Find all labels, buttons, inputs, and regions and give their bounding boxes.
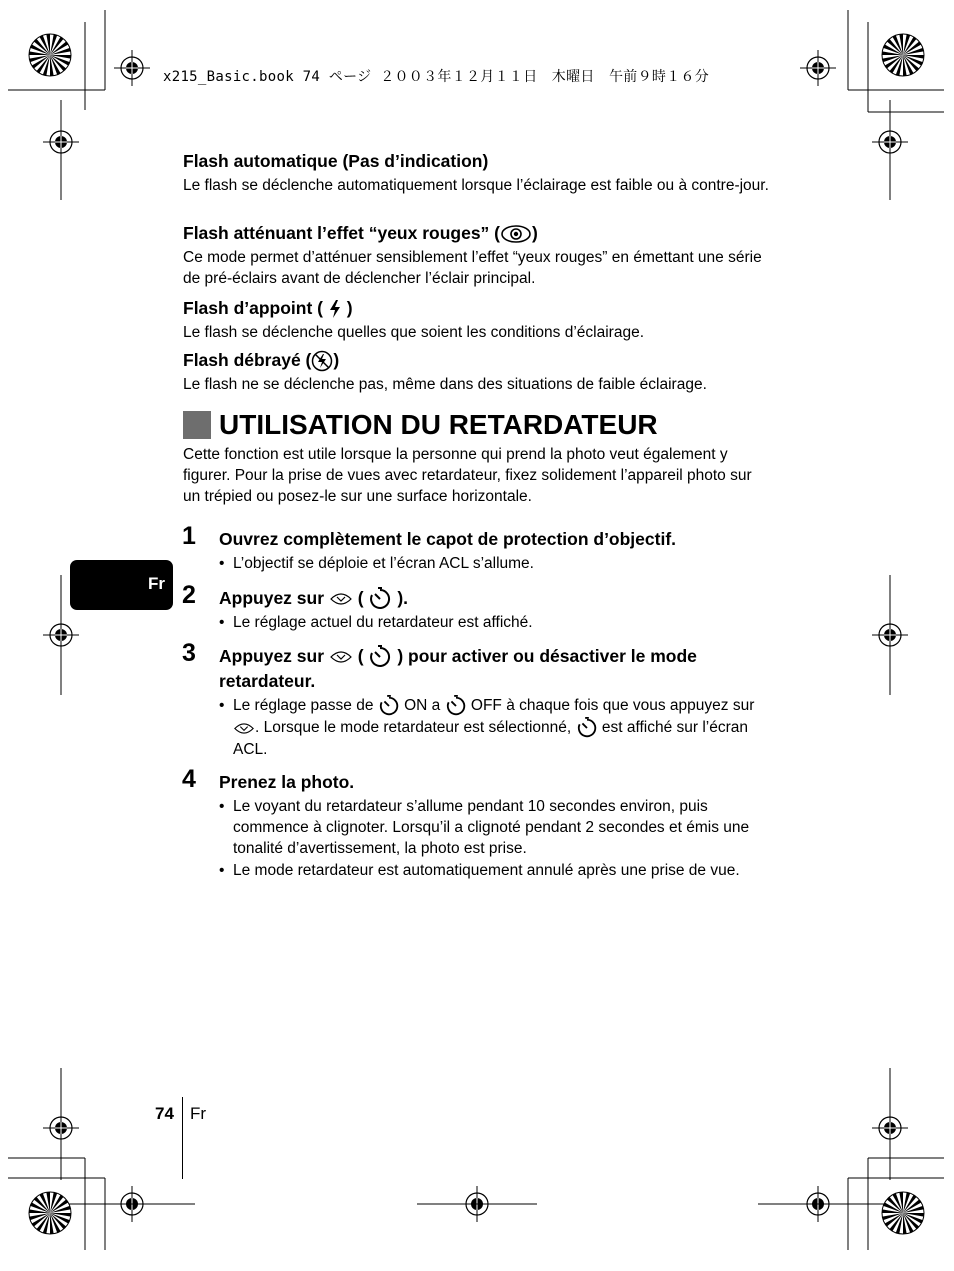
step-title-text: Appuyez sur: [219, 588, 325, 608]
step-title-text: Appuyez sur: [219, 646, 325, 666]
bullet-text: Le réglage passe de: [233, 697, 374, 715]
section-title-red-eye-text: Flash atténuant l’effet “yeux rouges” (: [183, 223, 500, 243]
self-timer-icon: [378, 695, 400, 717]
section-title-flash-off: [183, 350, 339, 372]
section-title-flash-off-close: ): [333, 350, 340, 370]
step-bullet: • L’objectif se déploie et l’écran ACL s’allume.: [219, 553, 774, 574]
language-tab: [70, 560, 173, 610]
section-title-flash-off-text: Flash débrayé (: [183, 350, 312, 370]
step-title-paren: (: [357, 588, 364, 608]
section-title-auto-flash: Flash automatique (Pas d’indication): [183, 151, 489, 171]
section-title-red-eye-close: ): [532, 223, 538, 243]
footer-divider: [182, 1097, 183, 1179]
star-target: [882, 1192, 924, 1234]
section-body-flash-off: Le flash ne se déclenche pas, même dans des situations de faible éclairage.: [183, 376, 707, 393]
section-title-fill-flash-close: ): [346, 298, 353, 318]
star-target: [882, 34, 924, 76]
step-title-paren: (: [357, 646, 364, 666]
step-number: 3: [182, 639, 196, 667]
step-number: 2: [182, 581, 196, 609]
down-arrow-button-icon: [233, 722, 255, 735]
language-tab-label: Fr: [148, 574, 165, 593]
chapter-title: UTILISATION DU RETARDATEUR: [219, 409, 658, 440]
section-title-fill-flash-text: Flash d’appoint (: [183, 298, 323, 318]
flash-off-icon: [311, 350, 333, 372]
flash-icon: [328, 299, 342, 319]
step-bullet: • Le réglage actuel du retardateur est affiché.: [219, 612, 774, 633]
section-body-fill-flash: Le flash se déclenche quelles que soient les conditions d’éclairage.: [183, 324, 644, 341]
step-number: 4: [182, 765, 196, 793]
self-timer-icon: [368, 645, 392, 669]
step-title-close: ).: [397, 588, 409, 608]
bullet-text: est affiché sur l’écran ACL.: [233, 719, 749, 758]
section-title-fill-flash: [183, 298, 353, 319]
section-body-red-eye: Ce mode permet d’atténuer sensiblement l’effet “yeux rouges” en émettant une série de pré-éclairs avant de déclencher l’éclair principal.: [183, 249, 762, 287]
chapter-intro: Cette fonction est utile lorsque la personne qui prend la photo veut également y figurer. Pour la prise de vues avec retardateur, fixez solidement l’appareil photo sur un trépied ou posez-le sur une surface horizontale.: [183, 446, 752, 505]
step-number: 1: [182, 522, 196, 550]
step-bullet: • Le mode retardateur est automatiquement annulé après une prise de vue.: [219, 860, 774, 881]
star-target: [29, 1192, 71, 1234]
section-title-red-eye: [183, 223, 538, 244]
step-title: Ouvrez complètement le capot de protection d’objectif.: [219, 529, 677, 549]
step-bullet: • Le voyant du retardateur s’allume pendant 10 secondes environ, puis commence à clignoter. Lorsqu’il a clignoté pendant 2 secondes et émis une tonalité d’avertissement, la photo est prise.: [219, 796, 774, 859]
footer-language: Fr: [190, 1104, 207, 1123]
bullet-text: OFF à chaque fois que vous appuyez sur: [470, 697, 755, 715]
down-arrow-button-icon: [329, 650, 353, 664]
bullet-text: . Lorsque le mode retardateur est sélectionné,: [255, 719, 572, 737]
step-title: [219, 586, 779, 611]
step-bullet: [219, 695, 774, 760]
step-title-rest: ) pour activer ou désactiver le mode retardateur.: [219, 646, 697, 692]
red-eye-icon: [500, 224, 532, 244]
self-timer-icon: [445, 695, 467, 717]
chapter-heading: [183, 409, 658, 441]
step-title: Prenez la photo.: [219, 772, 355, 792]
page-number: 74: [155, 1104, 174, 1123]
down-arrow-button-icon: [329, 592, 353, 606]
section-body-auto-flash: Le flash se déclenche automatiquement lorsque l’éclairage est faible ou à contre-jour.: [183, 177, 769, 194]
bullet-text: ON a: [404, 697, 441, 715]
star-target: [29, 34, 71, 76]
self-timer-icon: [368, 587, 392, 611]
chapter-marker: [183, 411, 211, 439]
step-title: [219, 644, 779, 694]
self-timer-icon: [576, 717, 598, 739]
print-slug: x215_Basic.book 74 ページ ２００３年１２月１１日 木曜日 午前９時１６分: [163, 69, 710, 85]
